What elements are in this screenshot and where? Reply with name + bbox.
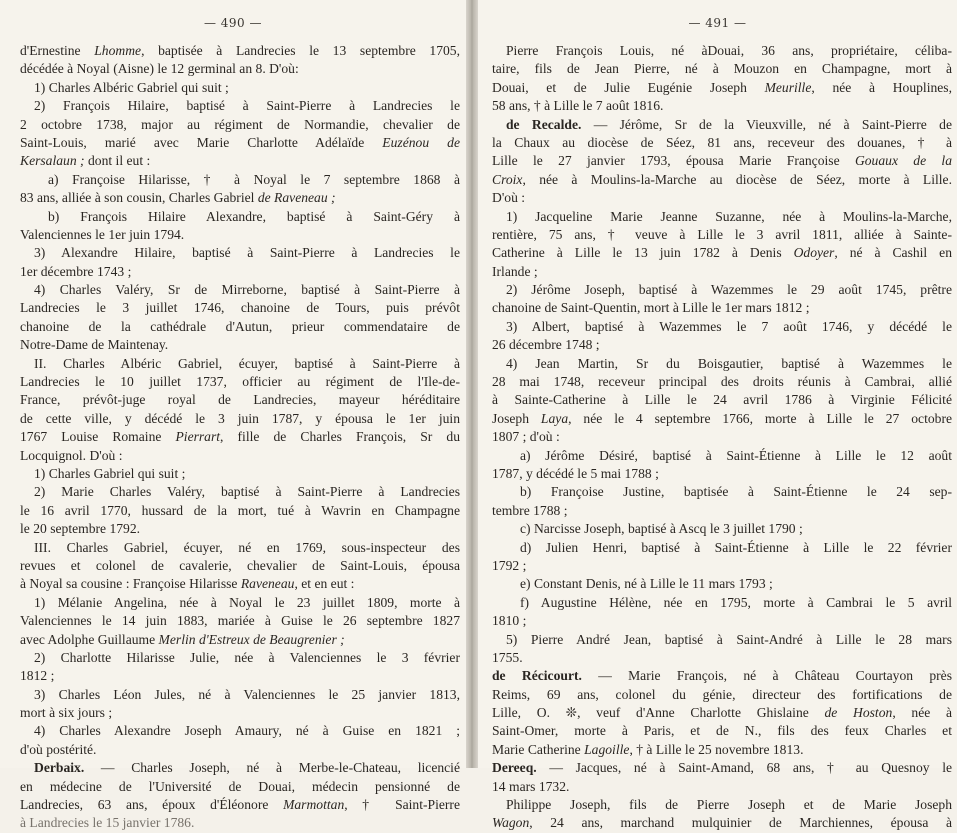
text-run: 1) Mélanie Angelina, née à Noyal le 23 juillet 1809, morte à xyxy=(34,594,460,610)
text-run: Locquignol. D'où : xyxy=(20,447,123,463)
text-run: 1792 ; xyxy=(492,557,527,573)
text-line xyxy=(20,814,460,832)
text-line xyxy=(20,189,460,207)
text-run: 1810 ; xyxy=(492,613,527,629)
text-line xyxy=(492,226,952,244)
text-run: b) François Hilaire Alexandre, baptisé à Saint-Géry à xyxy=(48,208,460,224)
text-line xyxy=(20,483,460,501)
text-run: tembre 1788 ; xyxy=(492,502,568,518)
text-run: 1) Charles Gabriel qui suit ; xyxy=(34,465,186,481)
page-body-text xyxy=(20,42,460,833)
text-line xyxy=(20,226,460,244)
right-page xyxy=(478,0,957,831)
text-line xyxy=(20,336,460,354)
text-line xyxy=(492,612,952,630)
text-run: 1767 Louise Romaine xyxy=(20,429,176,445)
text-run: — Jacques, né à Saint-Amand, 68 ans, † au Quesnoy le xyxy=(536,760,952,776)
italic-name: Croix xyxy=(492,171,523,187)
text-line xyxy=(492,116,952,134)
text-line xyxy=(20,116,460,134)
text-line xyxy=(20,318,460,336)
text-run: en médecine de l'Université de Douai, médecin pensionné de xyxy=(20,778,460,794)
text-run: , née à xyxy=(892,705,953,721)
text-run: rentière, 75 ans, † veuve à Lille le 3 avril 1811, alliée à Sainte- xyxy=(492,226,952,242)
text-run: 26 décembre 1748 ; xyxy=(492,337,600,353)
text-run: Valenciennes le 14 juin 1883, mariée à Guise le 26 septembre 1827 xyxy=(20,613,460,629)
book-gutter xyxy=(466,0,478,768)
text-run: Marie Catherine xyxy=(492,741,585,757)
text-run: b) Françoise Justine, baptisée à Saint-Étienne le 24 sep- xyxy=(520,484,952,500)
text-run: 2) Charlotte Hilarisse Julie, née à Valenciennes le 3 février xyxy=(34,649,460,665)
text-line xyxy=(20,649,460,667)
text-run: à Sainte-Catherine à Lille le 24 avril 1786 à Virginie Félicité xyxy=(492,392,952,408)
text-run: Reims, 69 ans, colonel du génie, directeur des fortifications de xyxy=(492,686,952,702)
text-line xyxy=(492,520,952,538)
text-run: taire, fils de Jean Pierre, né à Mouzon en Champagne, mort à xyxy=(492,61,952,77)
text-line xyxy=(20,355,460,373)
text-run: 58 ans, † à Lille le 7 août 1816. xyxy=(492,98,664,114)
text-line xyxy=(20,759,460,777)
text-line xyxy=(20,594,460,612)
text-line xyxy=(492,686,952,704)
text-run: 1812 ; xyxy=(20,668,55,684)
text-line xyxy=(492,778,952,796)
italic-name: Wagon xyxy=(492,815,530,831)
text-run: Lille le 27 janvier 1793, épousa Marie Françoise xyxy=(492,153,855,169)
text-line xyxy=(492,318,952,336)
text-run: 4) Jean Martin, Sr du Boisgautier, baptisé à Wazemmes le xyxy=(506,355,952,371)
text-line xyxy=(492,741,952,759)
text-line xyxy=(492,42,952,60)
italic-name: Kersalaun ; xyxy=(20,153,85,169)
text-run: revues et colonel de cavalerie, chevalier de Saint-Louis, épousa xyxy=(20,557,460,573)
text-run: 2) Jérôme Joseph, baptisé à Wazemmes le 29 août 1745, prêtre xyxy=(506,282,952,298)
text-run: , né à Cashil en xyxy=(834,245,952,261)
text-run: Landrecies le 10 juillet 1737, officier au régiment de l'Ile-de- xyxy=(20,374,460,390)
text-run: 2) Marie Charles Valéry, baptisé à Saint-Pierre à Landrecies xyxy=(34,484,460,500)
text-line xyxy=(20,208,460,226)
text-run: à Noyal sa cousine : Françoise Hilarisse xyxy=(20,576,241,592)
text-line xyxy=(492,428,952,446)
text-run: France, prévôt-juge royal de Landrecies, mayeur héréditaire xyxy=(20,392,460,408)
text-run: a) Jérôme Désiré, baptisé à Saint-Étienne à Lille le 12 août xyxy=(520,447,952,463)
text-run: 1787, y décédé le 5 mai 1788 ; xyxy=(492,465,659,481)
text-line xyxy=(492,244,952,262)
text-run: , née à Moulins-la-Marche au diocèse de Séez, morte à Lille. xyxy=(522,171,952,187)
italic-name: de Hoston xyxy=(824,705,893,721)
text-run: 2 octobre 1738, major au régiment de Normandie, chevalier de xyxy=(20,116,460,132)
text-run: , † à Lille le 25 novembre 1813. xyxy=(629,741,804,757)
text-line xyxy=(492,391,952,409)
text-line xyxy=(20,631,460,649)
text-line xyxy=(20,704,460,722)
text-line xyxy=(492,557,952,575)
text-line xyxy=(20,391,460,409)
text-run: D'où : xyxy=(492,190,526,206)
text-run: , fille de Charles François, Sr du xyxy=(220,429,460,445)
text-line xyxy=(492,575,952,593)
text-line xyxy=(20,60,460,78)
text-run: 1807 ; d'où : xyxy=(492,429,560,445)
text-run: chanoine de la cathédrale d'Autun, prieur commendataire de xyxy=(20,318,460,334)
text-line xyxy=(492,483,952,501)
text-run: Landrecies, 63 ans, époux d'Éléonore xyxy=(20,797,284,813)
italic-name: Marmottan xyxy=(283,797,345,813)
text-line xyxy=(20,741,460,759)
text-line xyxy=(20,152,460,170)
text-line xyxy=(20,299,460,317)
text-run: de cette ville, y décédé le 3 juin 1787, y épousa le 1er juin xyxy=(20,410,460,426)
text-run: III. Charles Gabriel, écuyer, né en 1769, sous-inspecteur des xyxy=(34,539,460,555)
text-line xyxy=(20,447,460,465)
text-line xyxy=(20,263,460,281)
entry-surname: de Récicourt. xyxy=(492,668,582,684)
text-line xyxy=(20,502,460,520)
text-run: d) Julien Henri, baptisé à Saint-Étienne à Lille le 22 février xyxy=(520,539,952,555)
text-run: — Marie François, né à Château Courtayon près xyxy=(581,668,952,684)
text-run: la Chaux au diocèse de Séez, 81 ans, receveur des douanes, † à xyxy=(492,134,952,150)
text-line xyxy=(492,759,952,777)
italic-name: Odoyer xyxy=(793,245,835,261)
text-line xyxy=(492,594,952,612)
text-run: d'où postérité. xyxy=(20,741,97,757)
text-run: , † Saint-Pierre xyxy=(344,797,460,813)
text-line xyxy=(492,336,952,354)
text-run: , 24 ans, marchand mulquinier de Marchiennes, épousa à xyxy=(529,815,952,831)
text-run: Lille, O. ❊, veuf d'Anne Charlotte Ghislaine xyxy=(492,705,825,721)
text-run: , née à Houplines, xyxy=(811,79,952,95)
text-line xyxy=(492,502,952,520)
text-line xyxy=(492,796,952,814)
text-line xyxy=(20,667,460,685)
text-line xyxy=(20,520,460,538)
text-line xyxy=(492,539,952,557)
text-run: 1755. xyxy=(492,649,523,665)
text-line xyxy=(492,208,952,226)
italic-name: Merlin d'Estreux de Beaugrenier ; xyxy=(158,631,345,647)
text-run: 83 ans, alliée à son cousin, Charles Gabriel xyxy=(20,190,258,206)
italic-name: de Raveneau ; xyxy=(257,190,336,206)
text-run: 4) Charles Alexandre Joseph Amaury, né à Guise en 1821 ; xyxy=(34,723,460,739)
text-run: a) Françoise Hilarisse, † à Noyal le 7 septembre 1868 à xyxy=(48,171,460,187)
text-line xyxy=(492,97,952,115)
text-line xyxy=(492,60,952,78)
text-run: , baptisée à Landrecies le 13 septembre 1705, xyxy=(141,43,460,58)
text-line xyxy=(492,814,952,832)
text-line xyxy=(20,42,460,60)
text-run: II. Charles Albéric Gabriel, écuyer, baptisé à Saint-Pierre à xyxy=(34,355,460,371)
text-line xyxy=(20,722,460,740)
italic-name: Gouaux de la xyxy=(854,153,952,169)
text-run: Philippe Joseph, fils de Pierre Joseph et de Marie Joseph xyxy=(506,797,952,813)
entry-surname: de Recalde. xyxy=(506,116,582,132)
text-run: , et en eut : xyxy=(294,576,355,592)
text-run: 3) Albert, baptisé à Wazemmes le 7 août 1746, y décédé le xyxy=(506,318,952,334)
text-run: c) Narcisse Joseph, baptisé à Ascq le 3 juillet 1790 ; xyxy=(520,521,803,537)
text-run: — Jérôme, Sr de la Vieuxville, né à Saint-Pierre de xyxy=(581,116,952,132)
text-line xyxy=(20,171,460,189)
text-run: 3) Alexandre Hilaire, baptisé à Saint-Pierre à Landrecies le xyxy=(34,245,460,261)
text-run: Saint-Louis, marié avec Marie Charlotte Adélaïde xyxy=(20,134,383,150)
text-line xyxy=(492,722,952,740)
text-run: 28 mai 1748, receveur principal des droits réunis à Cambrai, allié xyxy=(492,374,952,390)
text-line xyxy=(492,649,952,667)
text-line xyxy=(492,704,952,722)
text-line xyxy=(20,97,460,115)
text-line xyxy=(20,686,460,704)
entry-surname: Dereeq. xyxy=(492,760,537,776)
text-run: 1) Charles Albéric Gabriel qui suit ; xyxy=(34,79,229,95)
text-line xyxy=(492,410,952,428)
text-line xyxy=(20,465,460,483)
text-line xyxy=(492,171,952,189)
text-run: chanoine de Saint-Quentin, mort à Lille le 1er mars 1812 ; xyxy=(492,300,810,316)
text-run: Saint-Omer, morte à Paris, et de N., fils des feux Charles et xyxy=(492,723,952,739)
text-line xyxy=(20,373,460,391)
text-line xyxy=(492,355,952,373)
text-run: mort à six jours ; xyxy=(20,705,113,721)
text-run: Catherine à Lille le 13 juin 1782 à Denis xyxy=(492,245,794,261)
text-run: décédée à Noyal (Aisne) le 12 germinal an 8. D'où: xyxy=(20,61,299,77)
text-run: Valenciennes le 1er juin 1794. xyxy=(20,226,185,242)
text-run: e) Constant Denis, né à Lille le 11 mars 1793 ; xyxy=(520,576,773,592)
text-run: 1er décembre 1743 ; xyxy=(20,263,132,279)
text-line xyxy=(20,557,460,575)
text-line xyxy=(492,667,952,685)
text-run: 1) Jacqueline Marie Jeanne Suzanne, née à Moulins-la-Marche, xyxy=(506,208,952,224)
text-line xyxy=(492,373,952,391)
text-run: d'Ernestine xyxy=(20,43,95,58)
italic-name: Lhomme xyxy=(94,43,142,58)
text-run: dont il eut : xyxy=(84,153,151,169)
text-run: — Charles Joseph, né à Merbe-le-Chateau, licencié xyxy=(84,760,460,776)
page-number: — 491 — xyxy=(688,16,747,30)
italic-name: Pierrart xyxy=(175,429,221,445)
text-run: f) Augustine Hélène, née en 1795, morte à Cambrai le 5 avril xyxy=(520,594,952,610)
page-body-text xyxy=(492,42,952,833)
italic-name: Meurille xyxy=(764,79,812,95)
text-line xyxy=(20,134,460,152)
text-run: à Landrecies le 15 janvier 1786. xyxy=(20,815,195,831)
page-number: — 490 — xyxy=(203,16,263,30)
text-run: 5) Pierre André Jean, baptisé à Saint-André à Lille le 28 mars xyxy=(506,631,952,647)
text-line xyxy=(20,244,460,262)
text-line xyxy=(492,631,952,649)
text-run: le 16 avril 1770, hussard de la mort, tué à Wavrin en Champagne xyxy=(20,502,460,518)
text-line xyxy=(492,79,952,97)
text-line xyxy=(492,134,952,152)
text-line xyxy=(20,79,460,97)
text-line xyxy=(20,575,460,593)
text-line xyxy=(20,281,460,299)
text-line xyxy=(492,263,952,281)
text-run: , née le 4 septembre 1766, morte à Lille le 27 octobre xyxy=(568,410,952,426)
text-run: avec Adolphe Guillaume xyxy=(20,631,159,647)
text-run: 2) François Hilaire, baptisé à Saint-Pierre à Landrecies le xyxy=(34,98,460,114)
text-line xyxy=(20,612,460,630)
text-line xyxy=(20,428,460,446)
text-line xyxy=(492,447,952,465)
text-run: Joseph xyxy=(492,410,541,426)
text-run: Pierre François Louis, né àDouai, 36 ans, propriétaire, céliba- xyxy=(506,43,952,58)
italic-name: Laya xyxy=(540,410,569,426)
left-page xyxy=(0,0,466,831)
italic-name: Lagoille xyxy=(584,741,630,757)
italic-name: Euzénou de xyxy=(382,134,460,150)
italic-name: Raveneau xyxy=(240,576,295,592)
text-line xyxy=(492,281,952,299)
text-line xyxy=(20,796,460,814)
entry-surname: Derbaix. xyxy=(34,760,85,776)
text-run: 3) Charles Léon Jules, né à Valenciennes le 25 janvier 1813, xyxy=(34,686,460,702)
text-line xyxy=(492,189,952,207)
text-line xyxy=(20,410,460,428)
text-run: 4) Charles Valéry, Sr de Mirreborne, baptisé à Saint-Pierre à xyxy=(34,282,460,298)
text-run: 14 mars 1732. xyxy=(492,778,570,794)
text-run: Landrecies le 3 juillet 1746, chanoine de Tours, puis prévôt xyxy=(20,300,460,316)
text-line xyxy=(492,152,952,170)
text-line xyxy=(492,465,952,483)
text-run: Douai, et de Julie Eugénie Joseph xyxy=(492,79,765,95)
text-line xyxy=(492,299,952,317)
text-run: Irlande ; xyxy=(492,263,538,279)
text-line xyxy=(20,539,460,557)
text-run: le 20 septembre 1792. xyxy=(20,521,141,537)
text-line xyxy=(20,778,460,796)
text-run: Notre-Dame de Maintenay. xyxy=(20,337,169,353)
